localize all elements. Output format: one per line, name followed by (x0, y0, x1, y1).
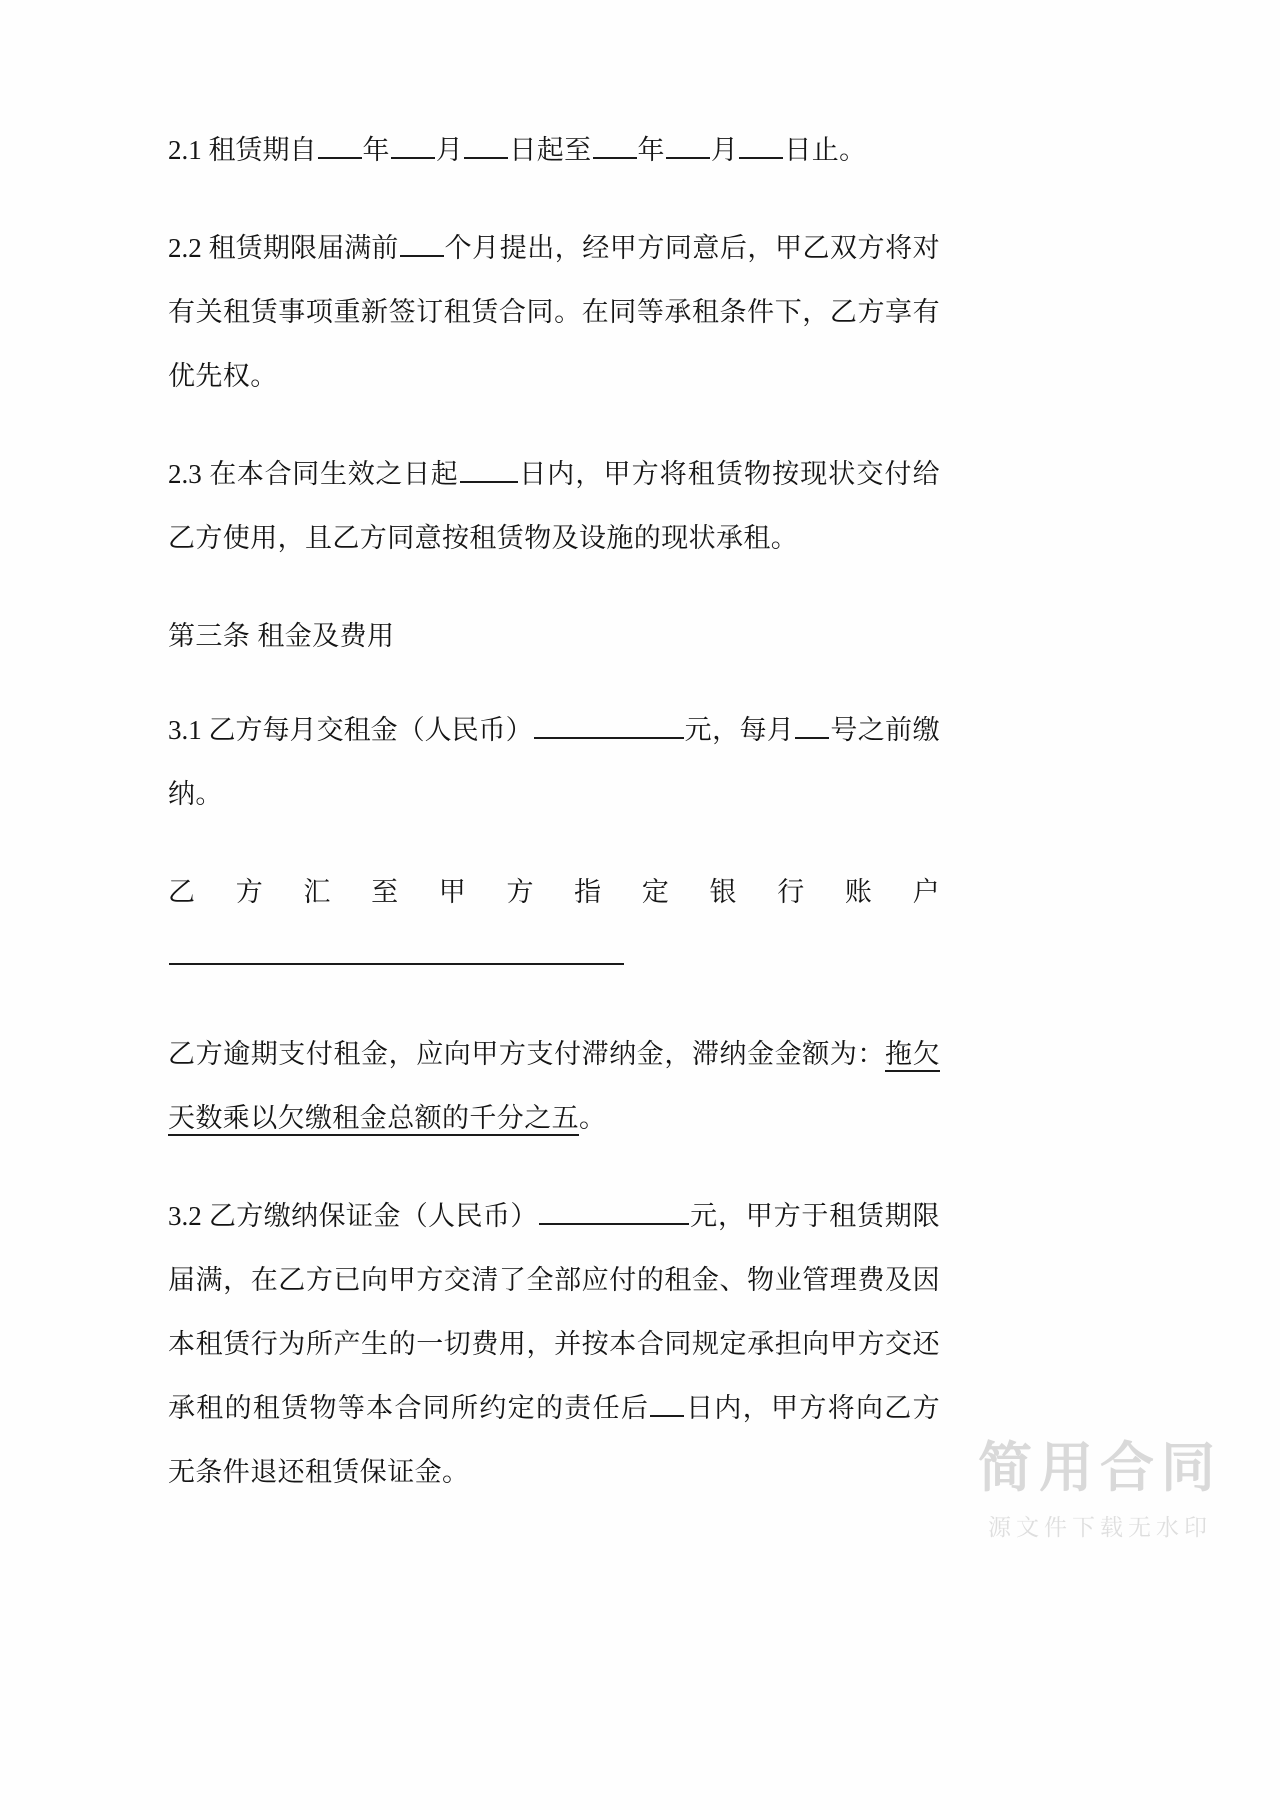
paragraph-3-1 (168, 698, 940, 826)
blank-refund-days[interactable] (650, 1389, 684, 1417)
label-year-start: 年 (362, 135, 390, 165)
paragraph-2-2-rest: 个月提出，经甲方同意后，甲乙双方将对有关租赁事项重新签订租赁合同。在同等承租条件下，乙方享有优先权。 (168, 233, 940, 391)
blank-month-end[interactable] (666, 131, 710, 159)
blank-monthly-rent-amount[interactable] (534, 711, 684, 739)
bank-account-prefix: 乙方汇至甲方指定银行账户 (168, 877, 940, 907)
blank-month-start[interactable] (391, 131, 435, 159)
blank-year-start[interactable] (318, 131, 362, 159)
paragraph-3-2-mid: 元，甲方于租赁期限届满，在乙方已向甲方交清了全部应付的租金、物业管理费及因本租赁行为所产生的一切费用，并按本合同规定承担向甲方交还承租的租赁物等本合同所约定的责任后 (168, 1201, 941, 1423)
blank-bank-account[interactable] (169, 937, 624, 965)
blank-payment-day[interactable] (795, 711, 829, 739)
paragraph-3-2 (168, 1184, 940, 1504)
paragraph-2-1-prefix: 2.1 租赁期自 (168, 135, 317, 165)
paragraph-2-2 (168, 216, 940, 408)
label-day-start: 日起至 (509, 135, 592, 165)
late-fee-underlined-clause: 拖欠天数乘以欠缴租金总额的千分之五 (168, 1039, 940, 1136)
paragraph-3-2-prefix: 3.2 乙方缴纳保证金（人民币） (168, 1201, 538, 1231)
paragraph-3-1-rest: 号之前缴纳。 (168, 715, 940, 809)
paragraph-2-2-prefix: 2.2 租赁期限届满前 (168, 233, 399, 263)
blank-day-end[interactable] (739, 131, 783, 159)
blank-year-end[interactable] (593, 131, 637, 159)
paragraph-2-3 (168, 442, 940, 570)
watermark-main-text: 简用合同 (978, 1436, 1222, 1500)
paragraph-2-1 (168, 118, 940, 182)
paragraph-3-2-rest: 日内，甲方将向乙方无条件退还租赁保证金。 (168, 1393, 940, 1487)
late-fee-prefix: 乙方逾期支付租金，应向甲方支付滞纳金，滞纳金金额为： (168, 1039, 886, 1069)
watermark (978, 1436, 1222, 1542)
late-fee-suffix: 。 (579, 1103, 607, 1133)
blank-deposit-amount[interactable] (539, 1197, 689, 1225)
document-body (168, 118, 940, 1538)
label-month-end: 月 (710, 135, 739, 165)
paragraph-late-fee (168, 1022, 940, 1150)
paragraph-3-1-prefix: 3.1 乙方每月交租金（人民币） (168, 715, 533, 745)
paragraph-2-3-prefix: 2.3 在本合同生效之日起 (168, 459, 459, 489)
label-month-start: 月 (435, 135, 464, 165)
section-heading-3: 第三条 租金及费用 (168, 621, 395, 651)
paragraph-bank-account (168, 860, 940, 988)
label-day-end: 日止。 (784, 135, 867, 165)
paragraph-2-3-rest: 日内，甲方将租赁物按现状交付给乙方使用，且乙方同意按租赁物及设施的现状承租。 (168, 459, 940, 553)
blank-day-start[interactable] (464, 131, 508, 159)
blank-notice-months[interactable] (400, 229, 444, 257)
blank-delivery-days[interactable] (460, 455, 518, 483)
label-year-end: 年 (637, 135, 665, 165)
watermark-sub-text: 源文件下载无水印 (988, 1515, 1212, 1541)
paragraph-3-1-mid: 元，每月 (684, 715, 795, 745)
